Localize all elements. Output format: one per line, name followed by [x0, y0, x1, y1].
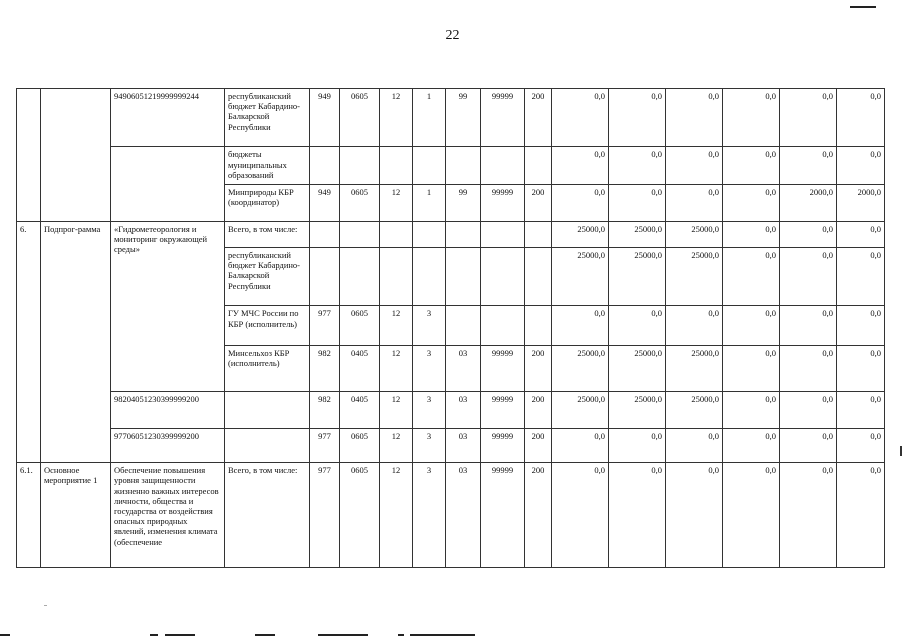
value-cell: 0,0	[837, 391, 885, 428]
code-cell: 98204051230399999200	[111, 391, 225, 428]
grbs-cell: 977	[310, 463, 340, 568]
value-cell: 0,0	[609, 184, 666, 221]
gp-cell: 12	[380, 429, 413, 463]
om-cell: 03	[446, 391, 481, 428]
grbs-cell: 949	[310, 184, 340, 221]
pgp-cell: 3	[413, 463, 446, 568]
grbs-cell	[310, 247, 340, 305]
value-cell: 0,0	[723, 221, 780, 247]
name-cell: Обеспечение повышения уровня защищенности жизненно важных интересов личности, общества и государства от воздействия опасных природных явлений, изменения климата (обеспечение	[111, 463, 225, 568]
pgp-cell: 3	[413, 345, 446, 391]
grbs-cell	[310, 147, 340, 184]
rzpr-cell: 0605	[340, 429, 380, 463]
value-cell: 0,0	[723, 184, 780, 221]
value-cell: 25000,0	[552, 221, 609, 247]
direction-cell: 99999	[481, 463, 525, 568]
grbs-cell: 982	[310, 391, 340, 428]
value-cell: 0,0	[723, 391, 780, 428]
pgp-cell: 3	[413, 306, 446, 345]
gp-cell: 12	[380, 391, 413, 428]
value-cell: 0,0	[552, 147, 609, 184]
name-cell: «Гидрометеорология и мониторинг окружающей среды»	[111, 221, 225, 391]
table-row	[17, 463, 885, 568]
value-cell: 0,0	[552, 184, 609, 221]
status-cell	[41, 89, 111, 222]
scan-speck	[44, 605, 47, 606]
status-cell: Основное мероприятие 1	[41, 463, 111, 568]
value-cell: 0,0	[837, 89, 885, 147]
value-cell: 2000,0	[780, 184, 837, 221]
source-cell	[225, 391, 310, 428]
source-cell: республиканский бюджет Кабардино-Балкарской Республики	[225, 247, 310, 305]
grbs-cell: 982	[310, 345, 340, 391]
gp-cell	[380, 247, 413, 305]
bottom-scan-marks	[0, 630, 905, 640]
rzpr-cell: 0405	[340, 391, 380, 428]
value-cell: 0,0	[552, 429, 609, 463]
value-cell: 0,0	[780, 221, 837, 247]
om-cell: 99	[446, 184, 481, 221]
vr-cell: 200	[525, 184, 552, 221]
gp-cell: 12	[380, 89, 413, 147]
value-cell: 0,0	[837, 345, 885, 391]
pgp-cell: 3	[413, 429, 446, 463]
vr-cell	[525, 147, 552, 184]
rzpr-cell: 0605	[340, 463, 380, 568]
value-cell: 25000,0	[609, 345, 666, 391]
top-dash-mark	[850, 6, 876, 8]
om-cell: 03	[446, 429, 481, 463]
direction-cell	[481, 221, 525, 247]
value-cell: 0,0	[780, 247, 837, 305]
source-cell: бюджеты муниципальных образований	[225, 147, 310, 184]
value-cell: 0,0	[837, 147, 885, 184]
value-cell: 0,0	[837, 306, 885, 345]
gp-cell	[380, 147, 413, 184]
rzpr-cell	[340, 221, 380, 247]
value-cell: 25000,0	[609, 391, 666, 428]
value-cell: 0,0	[837, 429, 885, 463]
value-cell: 2000,0	[837, 184, 885, 221]
direction-cell: 99999	[481, 345, 525, 391]
value-cell: 0,0	[837, 463, 885, 568]
vr-cell: 200	[525, 463, 552, 568]
grbs-cell	[310, 221, 340, 247]
direction-cell: 99999	[481, 391, 525, 428]
value-cell: 0,0	[609, 147, 666, 184]
value-cell: 0,0	[609, 306, 666, 345]
grbs-cell: 949	[310, 89, 340, 147]
vr-cell: 200	[525, 429, 552, 463]
value-cell: 0,0	[780, 345, 837, 391]
value-cell: 0,0	[723, 147, 780, 184]
direction-cell: 99999	[481, 429, 525, 463]
table-row	[17, 89, 885, 147]
source-cell	[225, 429, 310, 463]
num-cell: 6.1.	[17, 463, 41, 568]
value-cell: 0,0	[780, 89, 837, 147]
page-number: 22	[445, 28, 460, 43]
value-cell: 0,0	[552, 89, 609, 147]
source-cell: Минсельхоз КБР (исполнитель)	[225, 345, 310, 391]
value-cell: 25000,0	[552, 247, 609, 305]
direction-cell: 99999	[481, 89, 525, 147]
pgp-cell	[413, 247, 446, 305]
value-cell: 0,0	[837, 221, 885, 247]
pgp-cell	[413, 147, 446, 184]
value-cell: 25000,0	[609, 221, 666, 247]
source-cell: Минприроды КБР (координатор)	[225, 184, 310, 221]
vr-cell: 200	[525, 345, 552, 391]
value-cell: 0,0	[723, 89, 780, 147]
value-cell: 0,0	[723, 306, 780, 345]
value-cell: 0,0	[723, 345, 780, 391]
source-cell: республиканский бюджет Кабардино-Балкарской Республики	[225, 89, 310, 147]
value-cell: 0,0	[780, 429, 837, 463]
om-cell	[446, 147, 481, 184]
gp-cell: 12	[380, 184, 413, 221]
value-cell: 0,0	[666, 184, 723, 221]
value-cell: 0,0	[609, 429, 666, 463]
source-cell: Всего, в том числе:	[225, 463, 310, 568]
value-cell: 25000,0	[666, 391, 723, 428]
om-cell	[446, 247, 481, 305]
pgp-cell: 1	[413, 184, 446, 221]
code-cell: 97706051230399999200	[111, 429, 225, 463]
vr-cell	[525, 306, 552, 345]
value-cell: 0,0	[780, 463, 837, 568]
rzpr-cell	[340, 147, 380, 184]
om-cell	[446, 221, 481, 247]
gp-cell: 12	[380, 345, 413, 391]
vr-cell: 200	[525, 391, 552, 428]
value-cell: 0,0	[609, 89, 666, 147]
value-cell: 0,0	[666, 306, 723, 345]
budget-table	[16, 88, 885, 568]
pgp-cell	[413, 221, 446, 247]
status-cell: Подпрог-рамма	[41, 221, 111, 462]
om-cell	[446, 306, 481, 345]
value-cell: 0,0	[552, 306, 609, 345]
value-cell: 0,0	[609, 463, 666, 568]
num-cell	[17, 89, 41, 222]
om-cell: 03	[446, 345, 481, 391]
rzpr-cell	[340, 247, 380, 305]
direction-cell	[481, 306, 525, 345]
direction-cell: 99999	[481, 184, 525, 221]
table-row	[17, 429, 885, 463]
source-cell: Всего, в том числе:	[225, 221, 310, 247]
code-cell: 94906051219999999244	[111, 89, 225, 147]
rzpr-cell: 0405	[340, 345, 380, 391]
value-cell: 0,0	[552, 463, 609, 568]
code-cell	[111, 147, 225, 221]
value-cell: 25000,0	[666, 221, 723, 247]
margin-tick-mark	[900, 446, 902, 456]
vr-cell	[525, 221, 552, 247]
value-cell: 25000,0	[609, 247, 666, 305]
pgp-cell: 1	[413, 89, 446, 147]
value-cell: 0,0	[666, 429, 723, 463]
table-row	[17, 147, 885, 184]
gp-cell: 12	[380, 306, 413, 345]
direction-cell	[481, 147, 525, 184]
om-cell: 03	[446, 463, 481, 568]
value-cell: 25000,0	[666, 247, 723, 305]
gp-cell	[380, 221, 413, 247]
direction-cell	[481, 247, 525, 305]
pgp-cell: 3	[413, 391, 446, 428]
value-cell: 0,0	[837, 247, 885, 305]
value-cell: 25000,0	[666, 345, 723, 391]
vr-cell: 200	[525, 89, 552, 147]
num-cell: 6.	[17, 221, 41, 462]
value-cell: 0,0	[723, 463, 780, 568]
value-cell: 0,0	[780, 306, 837, 345]
table-row	[17, 221, 885, 247]
grbs-cell: 977	[310, 429, 340, 463]
rzpr-cell: 0605	[340, 89, 380, 147]
value-cell: 25000,0	[552, 345, 609, 391]
value-cell: 0,0	[723, 247, 780, 305]
gp-cell: 12	[380, 463, 413, 568]
source-cell: ГУ МЧС России по КБР (исполнитель)	[225, 306, 310, 345]
value-cell: 0,0	[780, 391, 837, 428]
value-cell: 0,0	[666, 89, 723, 147]
value-cell: 0,0	[723, 429, 780, 463]
table-row	[17, 391, 885, 428]
grbs-cell: 977	[310, 306, 340, 345]
rzpr-cell: 0605	[340, 184, 380, 221]
vr-cell	[525, 247, 552, 305]
value-cell: 0,0	[780, 147, 837, 184]
value-cell: 0,0	[666, 463, 723, 568]
value-cell: 25000,0	[552, 391, 609, 428]
rzpr-cell: 0605	[340, 306, 380, 345]
value-cell: 0,0	[666, 147, 723, 184]
om-cell: 99	[446, 89, 481, 147]
